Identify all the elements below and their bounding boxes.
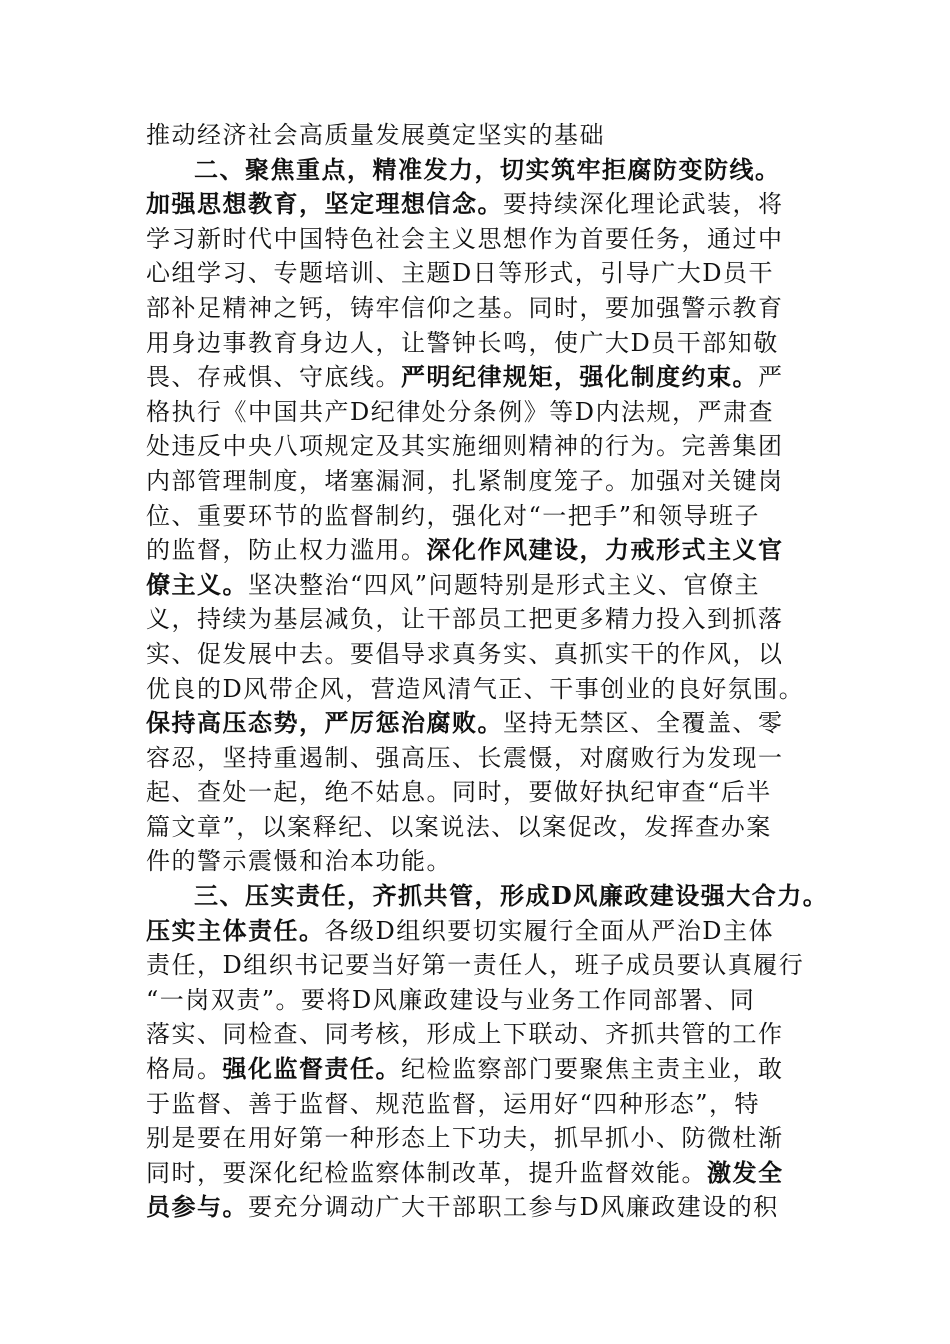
text-line: [146, 775, 810, 810]
text-line: [146, 879, 829, 914]
text-line: [146, 1017, 810, 1052]
body-text: 推动经济社会高质量发展奠定坚实的基础: [146, 121, 605, 149]
bold-heading-text: 深化作风建设，力戒形式主义官: [426, 535, 784, 565]
body-text: 同时，要深化纪检监察体制改革，提升监督效能。: [146, 1158, 707, 1187]
body-text: 用身边事教育身边人，让警钟长鸣，使广大D员干部知敬: [146, 328, 779, 357]
text-line: [146, 948, 810, 983]
body-text: 格执行《中国共产D纪律处分条例》等D内法规，严肃查: [146, 397, 774, 426]
body-text: 容忍，坚持重遏制、强高压、长震慑，对腐败行为发现一: [146, 743, 784, 772]
body-text: 于监督、善于监督、规范监督，运用好“四种形态”，特: [146, 1089, 761, 1118]
bold-heading-text: 加强思想教育，坚定理想信念。: [146, 189, 503, 219]
text-line: [146, 187, 810, 222]
body-text: 格局。: [146, 1055, 223, 1084]
body-text: 起、查处一起，绝不姑息。同时，要做好执纪审查“后半: [146, 778, 772, 807]
text-line: [146, 741, 810, 776]
text-line: [146, 118, 810, 153]
body-text: 部补足精神之钙，铸牢信仰之基。同时，要加强警示教育: [146, 293, 784, 322]
text-line: [146, 256, 810, 291]
body-text: “一岗双责”。要将D风廉政建设与业务工作同部署、同: [146, 985, 756, 1014]
body-text: 要持续深化理论武装，将: [503, 190, 784, 219]
body-text: 义，持续为基层减负，让干部员工把更多精力投入到抓落: [146, 605, 784, 634]
text-line: [146, 326, 810, 361]
bold-heading-text: 严明纪律规矩，强化制度约束。: [401, 362, 758, 392]
body-text: 严: [758, 363, 784, 392]
bold-heading-text: 三、压实责任，齐抓共管，形成D风廉政建设强大合力。: [194, 881, 829, 911]
bold-heading-text: 二、聚焦重点，精准发力，切实筑牢拒腐防变防线。: [194, 154, 781, 184]
text-line: [146, 914, 810, 949]
bold-heading-text: 员参与。: [146, 1192, 248, 1222]
text-line: [146, 810, 810, 845]
body-text: 纪检监察部门要聚焦主责主业，敢: [401, 1055, 784, 1084]
text-line: [146, 222, 810, 257]
text-line: [146, 637, 810, 672]
bold-heading-text: 压实主体责任。: [146, 915, 325, 945]
text-line: [146, 429, 810, 464]
bold-heading-text: 激发全: [707, 1157, 784, 1187]
body-text: 学习新时代中国特色社会主义思想作为首要任务，通过中: [146, 224, 784, 253]
body-text: 位、重要环节的监督制约，强化对“一把手”和领导班子: [146, 501, 761, 530]
text-line: [146, 1156, 810, 1191]
body-text: 篇文章”，以案释纪、以案说法、以案促改，发挥查办案: [146, 812, 772, 841]
body-text: 优良的D风带企风，营造风清气正、干事创业的良好氛围。: [146, 674, 805, 703]
bold-heading-text: 保持高压态势，严厉惩治腐败。: [146, 708, 503, 738]
body-text: 坚决整治“四风”问题特别是形式主义、官僚主: [248, 570, 761, 599]
body-text: 实、促发展中去。要倡导求真务实、真抓实干的作风，以: [146, 639, 784, 668]
body-text: 心组学习、专题培训、主题D日等形式，引导广大D员干: [146, 259, 774, 288]
text-line: [146, 568, 810, 603]
text-line: [146, 844, 810, 879]
text-line: [146, 291, 810, 326]
body-text: 处违反中央八项规定及其实施细则精神的行为。完善集团: [146, 432, 784, 461]
body-text: 别是要在用好第一种形态上下功夫，抓早抓小、防微杜渐: [146, 1124, 784, 1153]
text-line: [146, 1121, 810, 1156]
body-text: 坚持无禁区、全覆盖、零: [503, 709, 784, 738]
text-line: [146, 153, 810, 188]
text-line: [146, 1087, 810, 1122]
document-page: [146, 118, 829, 1225]
text-line: [146, 395, 810, 430]
body-text: 各级D组织要切实履行全面从严治D主体: [324, 916, 774, 945]
body-text: 要充分调动广大干部职工参与D风廉政建设的积: [248, 1193, 779, 1222]
bold-heading-text: 僚主义。: [146, 569, 248, 599]
body-text: 畏、存戒惧、守底线。: [146, 363, 401, 392]
text-line: [146, 464, 810, 499]
text-line: [146, 983, 810, 1018]
text-line: [146, 602, 810, 637]
bold-heading-text: 强化监督责任。: [222, 1054, 401, 1084]
body-text: 的监督，防止权力滥用。: [146, 536, 427, 565]
text-line: [146, 360, 810, 395]
text-line: [146, 672, 810, 707]
text-line: [146, 706, 810, 741]
text-line: [146, 499, 810, 534]
body-text: 内部管理制度，堵塞漏洞，扎紧制度笼子。加强对关键岗: [146, 466, 784, 495]
text-line: [146, 1052, 810, 1087]
text-line: [146, 533, 810, 568]
body-text: 件的警示震慑和治本功能。: [146, 847, 452, 876]
text-line: [146, 1190, 810, 1225]
body-text: 落实、同检查、同考核，形成上下联动、齐抓共管的工作: [146, 1020, 784, 1049]
body-text: 责任，D组织书记要当好第一责任人，班子成员要认真履行: [146, 951, 805, 980]
